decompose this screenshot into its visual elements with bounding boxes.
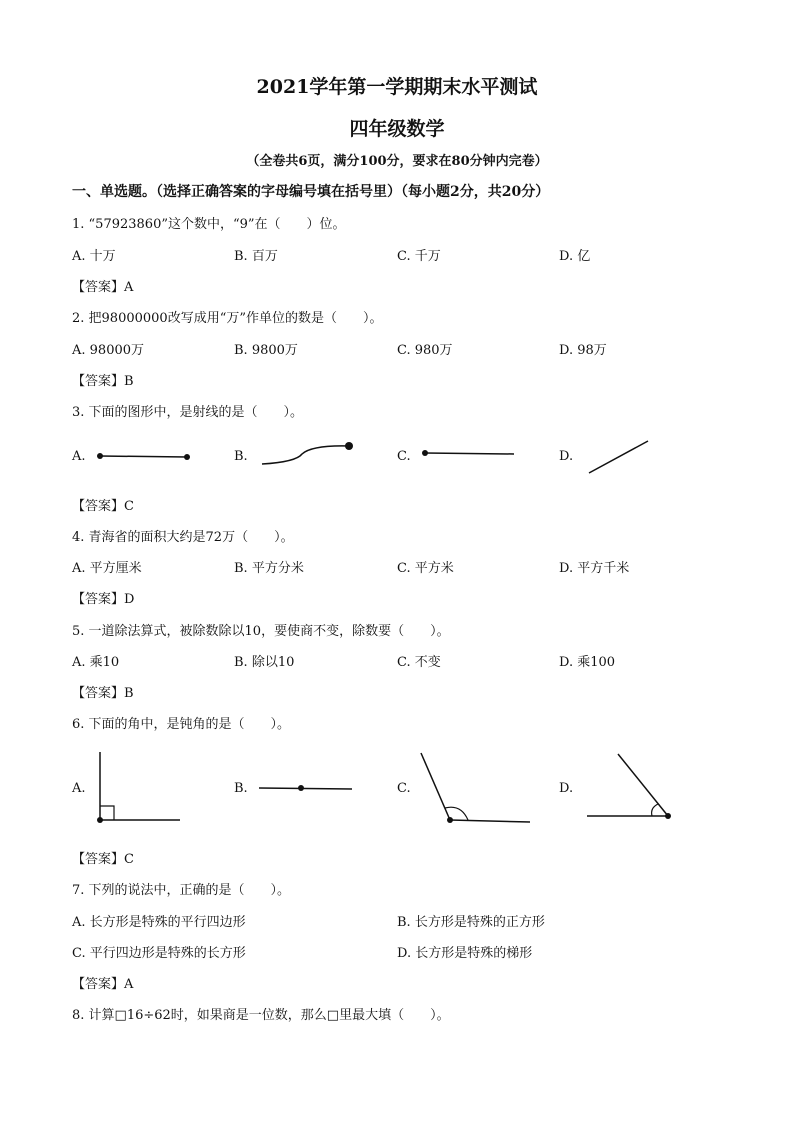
subject-title: 四年级数学 <box>349 118 445 140</box>
q4-answer: 【答案】D <box>72 592 135 607</box>
q3-figure-a-segment <box>94 446 194 466</box>
q6-figure-a-right-angle <box>92 750 186 826</box>
q1-option-a: A. 十万 <box>72 249 116 264</box>
q3-option-d: D. <box>559 449 574 464</box>
q4-option-c: C. 平方米 <box>397 561 454 576</box>
q6-figure-b-straight-angle <box>256 778 356 798</box>
q4-option-a: A. 平方厘米 <box>72 561 142 576</box>
q6-answer: 【答案】C <box>72 852 134 867</box>
q4-option-d: D. 平方千米 <box>559 561 630 576</box>
exam-note: （全卷共6页，满分100分，要求在80分钟内完卷） <box>246 154 548 169</box>
q4-option-b: B. 平方分米 <box>234 561 304 576</box>
question-5: 5. 一道除法算式，被除数除以10，要使商不变，除数要（ ）。 <box>72 624 450 639</box>
q7-option-b: B. 长方形是特殊的正方形 <box>397 915 545 930</box>
q3-option-b: B. <box>234 449 248 464</box>
q6-figure-d-acute-angle <box>584 750 676 826</box>
question-4: 4. 青海省的面积大约是72万（ ）。 <box>72 530 294 545</box>
q7-answer: 【答案】A <box>72 977 134 992</box>
q6-option-b: B. <box>234 781 248 796</box>
q2-option-a: A. 98000万 <box>72 343 145 358</box>
q1-option-b: B. 百万 <box>234 249 278 264</box>
q6-figure-c-obtuse-angle <box>416 750 534 826</box>
q5-option-c: C. 不变 <box>397 655 441 670</box>
q3-figure-d-line <box>584 436 654 478</box>
q5-option-b: B. 除以10 <box>234 655 295 670</box>
q3-figure-b-curve <box>256 436 360 468</box>
q6-option-c: C. <box>397 781 411 796</box>
q7-option-c: C. 平行四边形是特殊的长方形 <box>72 946 246 961</box>
q2-option-c: C. 980万 <box>397 343 453 358</box>
q3-answer: 【答案】C <box>72 499 134 514</box>
q2-option-b: B. 9800万 <box>234 343 298 358</box>
q6-option-d: D. <box>559 781 574 796</box>
q3-figure-c-ray <box>418 443 518 463</box>
question-2: 2. 把98000000改写成用“万”作单位的数是（ ）。 <box>72 311 383 326</box>
question-6: 6. 下面的角中，是钝角的是（ ）。 <box>72 717 291 732</box>
q5-option-d: D. 乘100 <box>559 655 616 670</box>
q5-option-a: A. 乘10 <box>72 655 120 670</box>
question-3: 3. 下面的图形中，是射线的是（ ）。 <box>72 405 304 420</box>
question-1: 1. “57923860”这个数中，“9”在（ ）位。 <box>72 217 346 232</box>
section-heading: 一、单选题。（选择正确答案的字母编号填在括号里）（每小题2分，共20分） <box>72 184 550 200</box>
q6-option-a: A. <box>72 781 86 796</box>
question-8: 8. 计算□16÷62时，如果商是一位数，那么□里最大填（ ）。 <box>72 1008 450 1023</box>
q5-answer: 【答案】B <box>72 686 134 701</box>
q3-option-c: C. <box>397 449 411 464</box>
question-7: 7. 下列的说法中，正确的是（ ）。 <box>72 883 291 898</box>
q2-answer: 【答案】B <box>72 374 134 389</box>
q7-option-a: A. 长方形是特殊的平行四边形 <box>72 915 246 930</box>
q2-option-d: D. 98万 <box>559 343 607 358</box>
q1-option-c: C. 千万 <box>397 249 441 264</box>
q1-answer: 【答案】A <box>72 280 134 295</box>
q7-option-d: D. 长方形是特殊的梯形 <box>397 946 533 961</box>
q1-option-d: D. 亿 <box>559 249 591 264</box>
exam-title: 2021学年第一学期期末水平测试 <box>256 76 538 98</box>
q3-option-a: A. <box>72 449 86 464</box>
